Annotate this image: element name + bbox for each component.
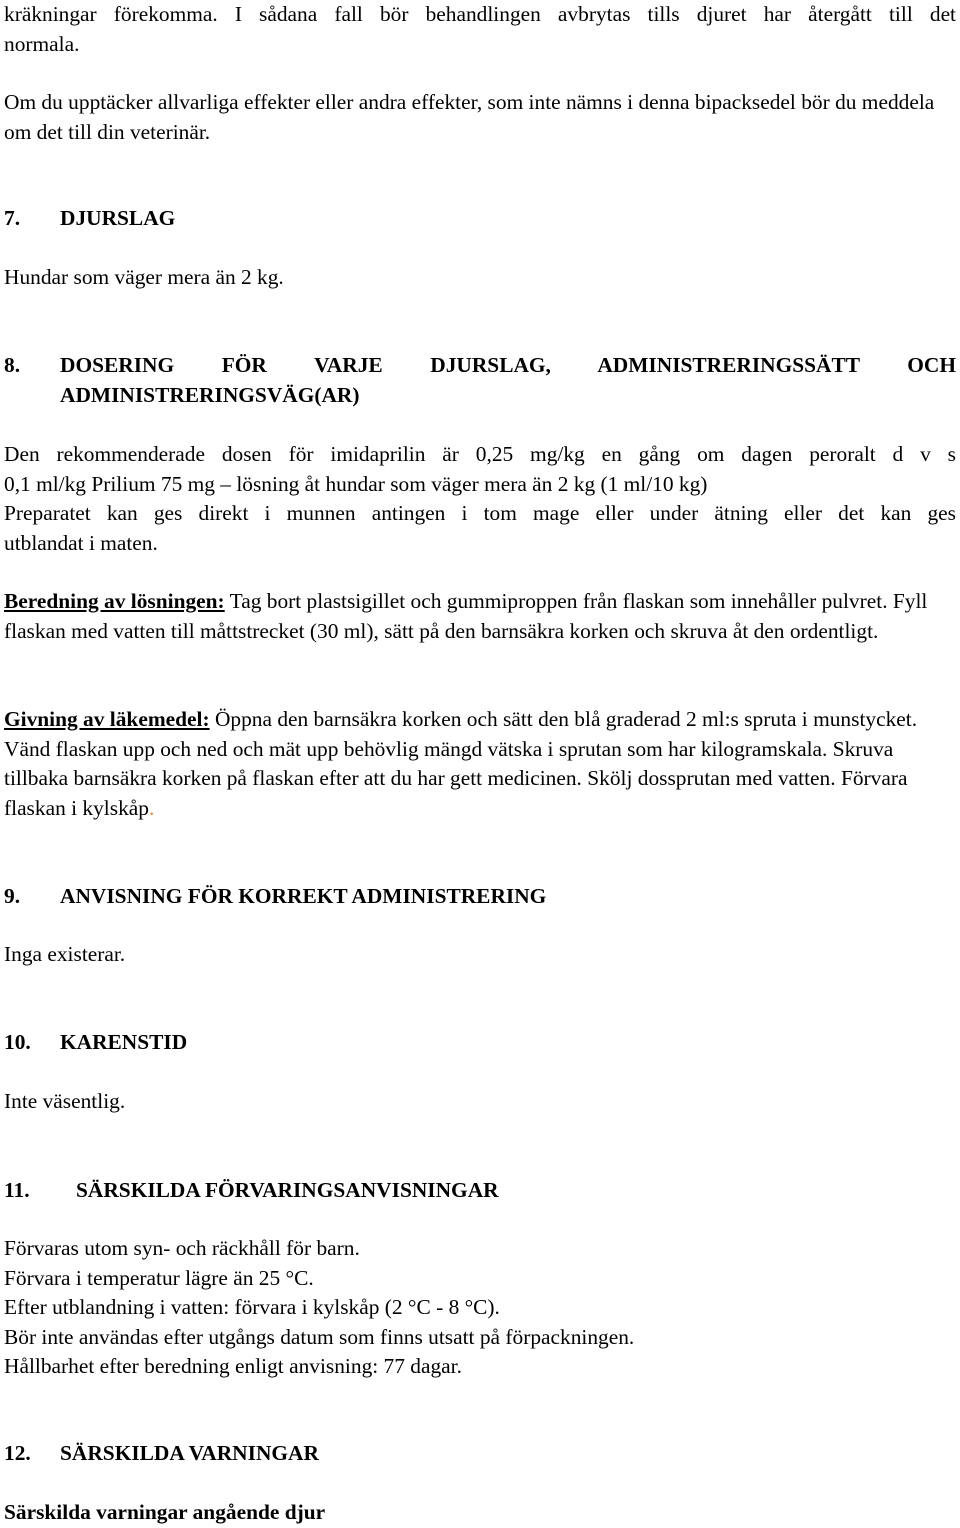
report-paragraph: Om du upptäcker allvarliga effekter eller andra effekter, som inte nämns i denna bipacksedel bör du meddela om det till din veterinär.	[4, 90, 935, 144]
section-7-heading	[4, 204, 956, 234]
administration-paragraph	[4, 705, 956, 823]
dose-line-4: utblandat i maten.	[4, 530, 158, 555]
intro-line-1: kräkningar förekomma. I sådana fall bör behandlingen avbrytas tills djuret har återgått till det	[4, 2, 956, 26]
dose-line-2: 0,1 ml/kg Prilium 75 mg – lösning åt hundar som väger mera än 2 kg (1 ml/10 kg)	[4, 471, 708, 496]
section-10-title: KARENSTID	[60, 1030, 188, 1054]
storage-line-5: Hållbarhet efter beredning enligt anvisning: 77 dagar.	[4, 1354, 462, 1378]
preparation-text: Tag bort plastsigillet och gummiproppen från flaskan som innehåller pulvret. Fyll flaskan med vatten till måttstrecket (30 ml), sätt på den barnsäkra korken och skruva åt den ordentligt.	[4, 589, 928, 643]
section-11-number: 11.	[4, 1178, 30, 1202]
storage-line-1: Förvaras utom syn- och räckhåll för barn.	[4, 1236, 360, 1260]
section-9-title: ANVISNING FÖR KORREKT ADMINISTRERING	[60, 884, 547, 908]
dose-line-3: Preparatet kan ges direkt i munnen antingen i tom mage eller under ätning eller det kan ges	[4, 501, 956, 525]
section-12-number: 12.	[4, 1441, 31, 1465]
storage-line-2: Förvara i temperatur lägre än 25 °C.	[4, 1265, 314, 1290]
dose-paragraph	[4, 440, 956, 558]
storage-line-4: Bör inte användas efter utgångs datum som finns utsatt på förpackningen.	[4, 1324, 635, 1349]
section-10-body: Inte väsentlig.	[4, 1089, 126, 1113]
administration-label: Givning av läkemedel:	[4, 707, 210, 731]
section-12-subheading: Särskilda varningar angående djur	[4, 1500, 326, 1524]
storage-line-3: Efter utblandning i vatten: förvara i kylskåp (2 °C - 8 °C).	[4, 1295, 500, 1319]
section-9-heading	[4, 882, 956, 912]
section-7-body: Hundar som väger mera än 2 kg.	[4, 265, 284, 289]
administration-end-period: .	[148, 795, 155, 820]
section-11-heading	[4, 1176, 956, 1206]
storage-list	[4, 1234, 956, 1382]
section-10-number: 10.	[4, 1030, 31, 1054]
section-8-title-line-2: ADMINISTRERINGSVÄG(AR)	[60, 382, 360, 407]
section-12-heading	[4, 1439, 956, 1469]
section-9-body: Inga existerar.	[4, 942, 126, 966]
section-7-title: DJURSLAG	[60, 206, 176, 230]
preparation-label: Beredning av lösningen:	[4, 589, 225, 613]
administration-text: Öppna den barnsäkra korken och sätt den blå graderad 2 ml:s spruta i munstycket. Vänd flaskan upp och ned och mät upp behövlig mängd vätska i sprutan som har kilogramskala. Skruva tillbaka barnsäkra korken på flaskan efter att du har gett medicinen. Skölj dossprutan med vatten. Förvara flaskan i kylskåp	[4, 707, 918, 820]
section-7-number: 7.	[4, 206, 21, 230]
preparation-paragraph	[4, 587, 956, 646]
intro-line-2: normala.	[4, 31, 80, 56]
section-9-number: 9.	[4, 884, 21, 908]
dose-line-1: Den rekommenderade dosen för imidaprilin är 0,25 mg/kg en gång om dagen peroralt d v s	[4, 442, 956, 466]
section-12-title: SÄRSKILDA VARNINGAR	[60, 1441, 319, 1465]
section-10-heading	[4, 1028, 956, 1058]
section-8-title-line-1: DOSERING FÖR VARJE DJURSLAG, ADMINISTRERINGSSÄTT OCH	[60, 353, 956, 377]
section-8-number: 8.	[4, 353, 21, 377]
section-8-heading	[4, 351, 956, 410]
section-11-title: SÄRSKILDA FÖRVARINGSANVISNINGAR	[76, 1178, 499, 1202]
intro-paragraph	[4, 0, 956, 59]
